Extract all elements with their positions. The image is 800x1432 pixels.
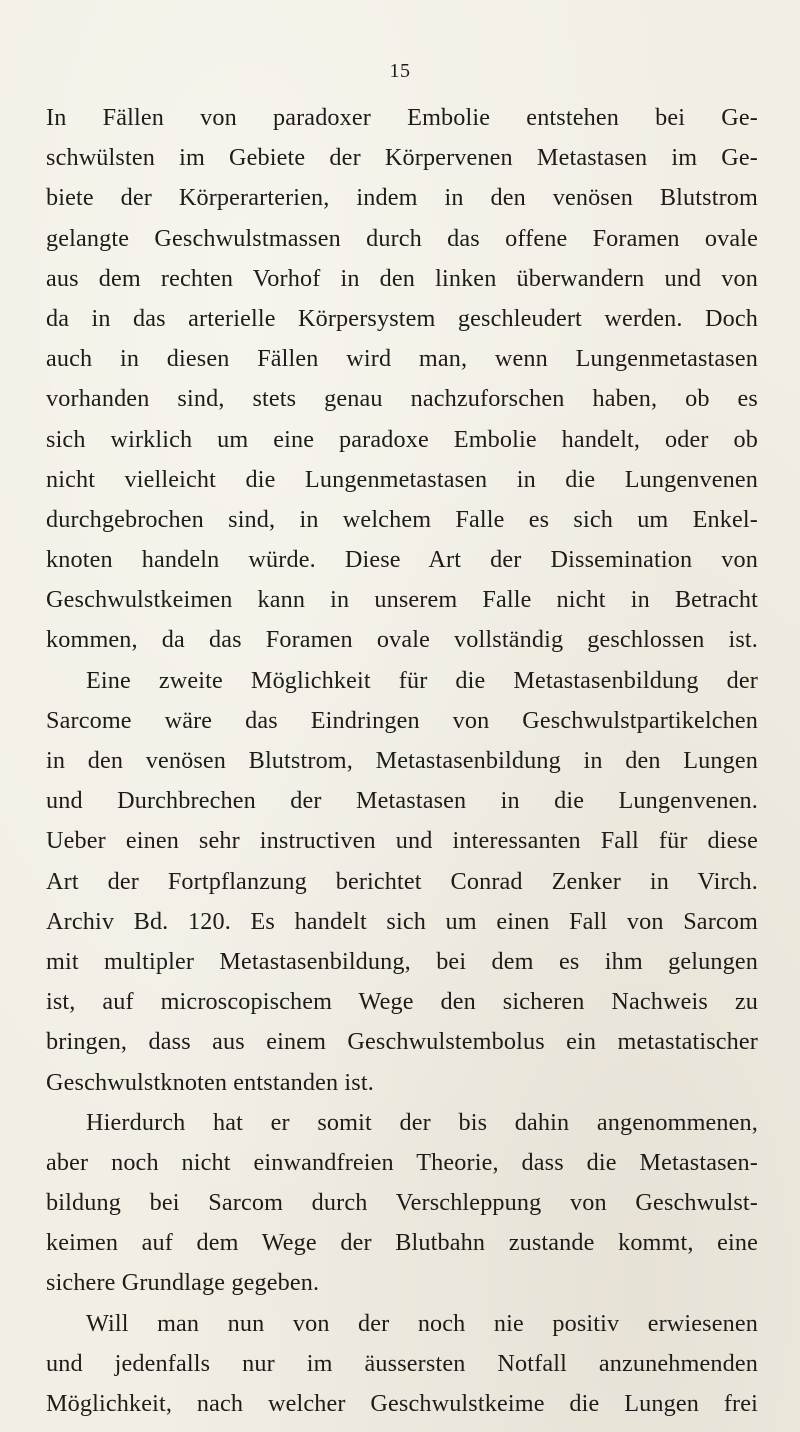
text-line: Art der Fortpflanzung berichtet Conrad Zenker in Virch. <box>46 867 758 895</box>
body-text <box>46 98 758 1424</box>
text-line: knoten handeln würde. Diese Art der Dissemination von <box>46 546 758 574</box>
text-line: biete der Körperarterien, indem in den venösen Blutstrom <box>46 184 758 212</box>
text-line: Möglichkeit, nach welcher Geschwulstkeime die Lungen frei <box>46 1390 758 1417</box>
text-line: in den venösen Blutstrom, Metastasenbildung in den Lungen <box>46 747 758 774</box>
text-line: Archiv Bd. 120. Es handelt sich um einen Fall von Sarcom <box>46 907 758 935</box>
text-line: nicht vielleicht die Lungenmetastasen in die Lungenvenen <box>46 465 758 493</box>
text-line: da in das arterielle Körpersystem geschleudert werden. Doch <box>46 304 758 332</box>
text-line: sichere Grundlage gegeben. <box>46 1269 320 1297</box>
text-line: Eine zweite Möglichkeit für die Metastasenbildung der <box>86 666 758 694</box>
page-number: 15 <box>389 60 411 82</box>
text-line: und Durchbrechen der Metastasen in die Lungenvenen. <box>46 787 758 815</box>
text-line: Hierdurch hat er somit der bis dahin angenommenen, <box>86 1108 758 1136</box>
text-line: vorhanden sind, stets genau nachzuforschen haben, ob es <box>46 385 758 413</box>
text-line: sich wirklich um eine paradoxe Embolie handelt, oder ob <box>46 425 758 453</box>
text-line: In Fällen von paradoxer Embolie entstehen bei Ge- <box>46 104 758 131</box>
text-line: mit multipler Metastasenbildung, bei dem es ihm gelungen <box>46 947 758 975</box>
text-line: keimen auf dem Wege der Blutbahn zustande kommt, eine <box>46 1229 758 1257</box>
text-line: Ueber einen sehr instructiven und interessanten Fall für diese <box>46 827 758 855</box>
text-line: aber noch nicht einwandfreien Theorie, dass die Metastasen- <box>46 1148 758 1176</box>
text-line: bildung bei Sarcom durch Verschleppung von Geschwulst- <box>46 1189 758 1217</box>
text-line: Geschwulstknoten entstanden ist. <box>46 1068 374 1096</box>
text-line: schwülsten im Gebiete der Körpervenen Metastasen im Ge- <box>46 144 758 172</box>
text-line: kommen, da das Foramen ovale vollständig geschlossen ist. <box>46 626 758 654</box>
text-line: Sarcome wäre das Eindringen von Geschwulstpartikelchen <box>46 706 758 734</box>
text-line: Will man nun von der noch nie positiv erwiesenen <box>86 1309 758 1337</box>
text-line: auch in diesen Fällen wird man, wenn Lungenmetastasen <box>46 345 758 373</box>
text-line: und jedenfalls nur im äussersten Notfall anzunehmenden <box>46 1349 758 1377</box>
text-line: Geschwulstkeimen kann in unserem Falle nicht in Betracht <box>46 586 758 614</box>
text-line: gelangte Geschwulstmassen durch das offene Foramen ovale <box>46 224 758 252</box>
text-line: durchgebrochen sind, in welchem Falle es sich um Enkel- <box>46 505 758 533</box>
text-line: ist, auf microscopischem Wege den sicheren Nachweis zu <box>46 988 758 1016</box>
text-line: aus dem rechten Vorhof in den linken überwandern und von <box>46 264 758 292</box>
text-line: bringen, dass aus einem Geschwulstembolus ein metastatischer <box>46 1028 758 1056</box>
